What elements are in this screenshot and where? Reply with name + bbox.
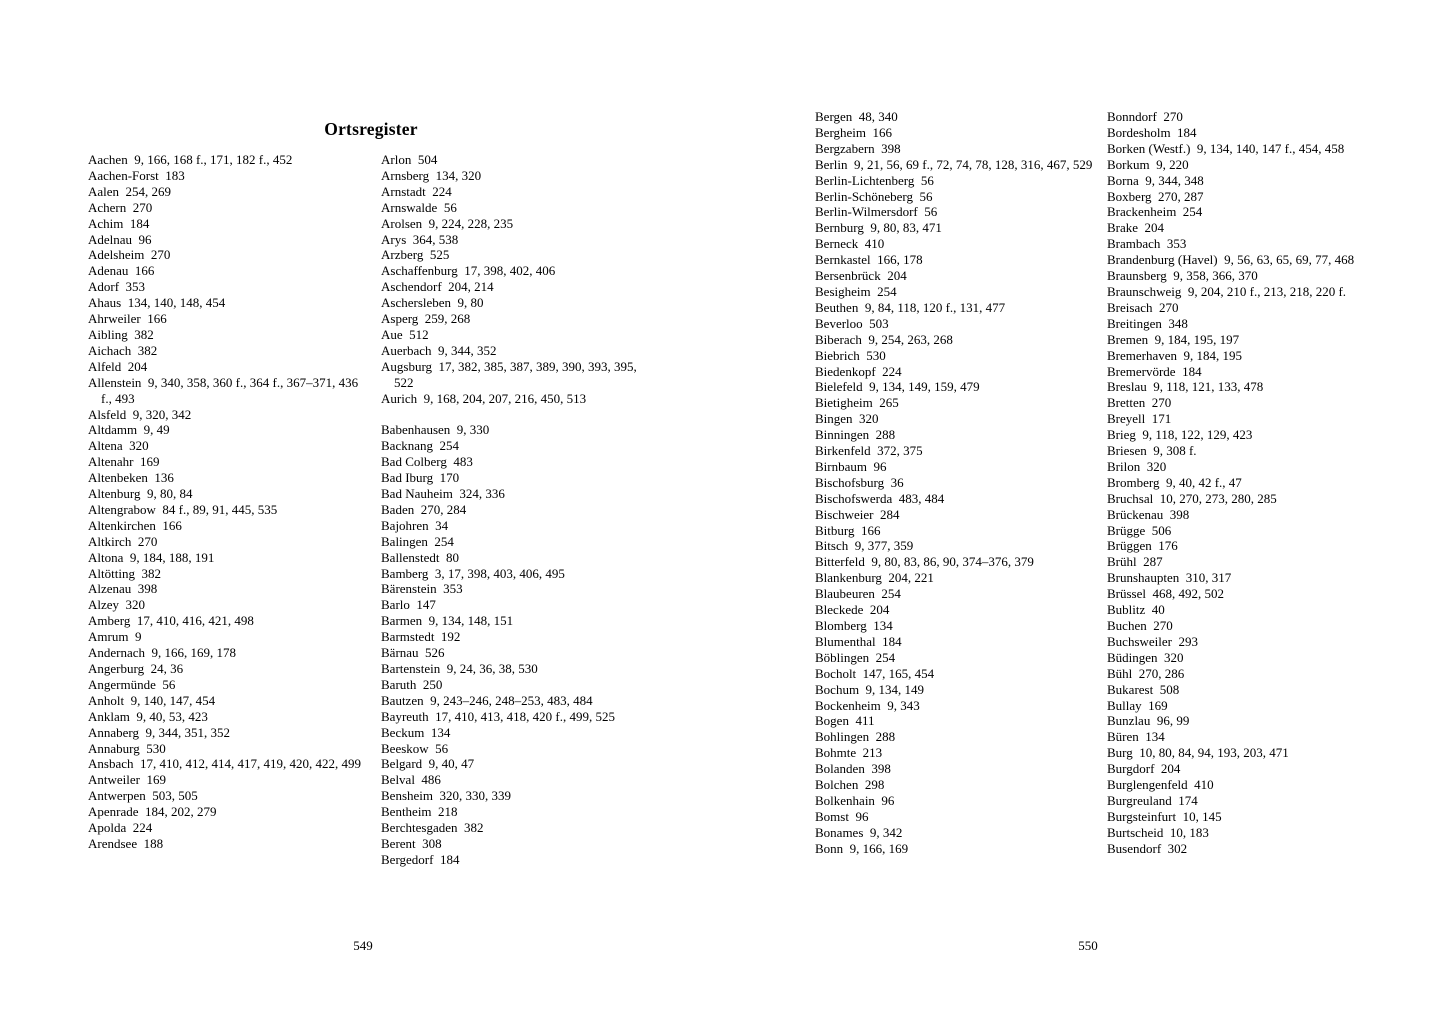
index-entry: Bartenstein 9, 24, 36, 38, 530 bbox=[381, 660, 538, 676]
index-entry: Bohlingen 288 bbox=[815, 729, 896, 745]
index-entry: Brackenheim 254 bbox=[1107, 204, 1203, 220]
index-entry: Bergen 48, 340 bbox=[815, 109, 898, 124]
index-entry: Aue 512 bbox=[381, 326, 429, 342]
index-entry: Aschendorf 204, 214 bbox=[381, 279, 494, 295]
index-entry: Brunshaupten 310, 317 bbox=[1107, 570, 1232, 586]
index-entry: Allenstein 9, 340, 358, 360 f., 364 f., 367–371, 436 f., 493 bbox=[88, 374, 362, 406]
section-gap bbox=[381, 407, 657, 423]
index-entry: Altdamm 9, 49 bbox=[88, 422, 170, 438]
index-entry: Aibling 382 bbox=[88, 326, 154, 342]
index-entry: Altengrabow 84 f., 89, 91, 445, 535 bbox=[88, 501, 278, 517]
index-entry: Arzberg 525 bbox=[381, 247, 450, 263]
index-entry: Bühl 270, 286 bbox=[1107, 665, 1185, 681]
index-entry: Bischofsburg 36 bbox=[815, 474, 904, 490]
index-entry: Bad Colberg 483 bbox=[381, 454, 473, 470]
index-entry: Bielefeld 9, 134, 149, 159, 479 bbox=[815, 379, 980, 395]
index-entry: Bohmte 213 bbox=[815, 745, 883, 761]
index-entry: Bremerhaven 9, 184, 195 bbox=[1107, 347, 1243, 363]
index-column-3 bbox=[815, 109, 1101, 857]
index-entry: Adorf 353 bbox=[88, 279, 146, 295]
index-entry: Brüssel 468, 492, 502 bbox=[1107, 586, 1224, 602]
index-entry: Brügge 506 bbox=[1107, 522, 1172, 538]
index-entry: Barmstedt 192 bbox=[381, 629, 461, 645]
index-entry: Aachen-Forst 183 bbox=[88, 167, 185, 183]
index-entry: Breyell 171 bbox=[1107, 411, 1172, 427]
index-entry: Bunzlau 96, 99 bbox=[1107, 713, 1190, 729]
page-number-right: 550 bbox=[1078, 938, 1098, 953]
index-entry: Babenhausen 9, 330 bbox=[381, 422, 490, 438]
index-column-2 bbox=[381, 152, 657, 868]
index-entry: Bocholt 147, 165, 454 bbox=[815, 665, 935, 681]
index-entry: Brühl 287 bbox=[1107, 554, 1163, 570]
index-entry: Beckum 134 bbox=[381, 724, 451, 740]
index-entry: Bärenstein 353 bbox=[381, 581, 463, 597]
index-entry: Brambach 353 bbox=[1107, 236, 1187, 252]
index-entry: Andernach 9, 166, 169, 178 bbox=[88, 645, 237, 661]
index-entry: Baden 270, 284 bbox=[381, 501, 467, 517]
index-entry: Bonames 9, 342 bbox=[815, 824, 903, 840]
index-entry: Asperg 259, 268 bbox=[381, 311, 471, 327]
index-entry: Arolsen 9, 224, 228, 235 bbox=[381, 215, 514, 231]
index-entry: Aschersleben 9, 80 bbox=[381, 295, 484, 311]
index-entry: Angerburg 24, 36 bbox=[88, 661, 184, 676]
index-entry: Alzenau 398 bbox=[88, 581, 158, 597]
index-entry: Blaubeuren 254 bbox=[815, 586, 901, 602]
index-entry: Bad Nauheim 324, 336 bbox=[381, 486, 505, 502]
index-entry: Birnbaum 96 bbox=[815, 458, 887, 474]
index-entry: Antweiler 169 bbox=[88, 772, 166, 788]
index-entry: Bergheim 166 bbox=[815, 124, 893, 140]
index-entry: Berlin-Wilmersdorf 56 bbox=[815, 204, 938, 220]
index-entry: Breitingen 348 bbox=[1107, 315, 1188, 331]
index-entry: Baruth 250 bbox=[381, 676, 443, 692]
index-entry: Arys 364, 538 bbox=[381, 231, 459, 247]
index-entry: Berent 308 bbox=[381, 835, 442, 851]
index-entry: Bolkenhain 96 bbox=[815, 792, 895, 808]
index-entry: Balingen 254 bbox=[381, 533, 454, 549]
index-entry: Bärnau 526 bbox=[381, 645, 445, 661]
index-entry: Buchen 270 bbox=[1107, 618, 1173, 633]
index-entry: Blumenthal 184 bbox=[815, 633, 902, 649]
index-entry: Burg 10, 80, 84, 94, 193, 203, 471 bbox=[1107, 745, 1289, 761]
index-entry: Altenkirchen 166 bbox=[88, 517, 182, 533]
index-entry: Altenbeken 136 bbox=[88, 470, 174, 486]
index-entry: Achim 184 bbox=[88, 215, 150, 231]
index-entry: Bruchsal 10, 270, 273, 280, 285 bbox=[1107, 490, 1277, 506]
index-entry: Biebrich 530 bbox=[815, 347, 886, 363]
index-entry: Breisach 270 bbox=[1107, 299, 1179, 315]
index-entry: Bonn 9, 166, 169 bbox=[815, 840, 909, 856]
index-entry: Borna 9, 344, 348 bbox=[1107, 172, 1204, 188]
index-entry: Arendsee 188 bbox=[88, 835, 164, 851]
index-entry: Beuthen 9, 84, 118, 120 f., 131, 477 bbox=[815, 299, 1006, 315]
index-entry: Bukarest 508 bbox=[1107, 681, 1180, 697]
index-entry: Bamberg 3, 17, 398, 403, 406, 495 bbox=[381, 565, 565, 581]
index-entry: Aschaffenburg 17, 398, 402, 406 bbox=[381, 263, 556, 279]
index-entry: Braunsberg 9, 358, 366, 370 bbox=[1107, 268, 1258, 284]
index-entry: Barlo 147 bbox=[381, 597, 436, 613]
index-entry: Biedenkopf 224 bbox=[815, 363, 902, 379]
index-entry: Bischweier 284 bbox=[815, 506, 900, 522]
index-entry: Borken (Westf.) 9, 134, 140, 147 f., 454, 458 bbox=[1107, 140, 1345, 156]
index-entry: Bischofswerda 483, 484 bbox=[815, 490, 945, 506]
index-entry: Buchsweiler 293 bbox=[1107, 633, 1198, 649]
index-entry: Bolanden 398 bbox=[815, 761, 891, 777]
index-entry: Bietigheim 265 bbox=[815, 395, 899, 411]
index-entry: Bad Iburg 170 bbox=[381, 470, 460, 486]
index-entry: Anklam 9, 40, 53, 423 bbox=[88, 708, 208, 724]
index-entry: Aalen 254, 269 bbox=[88, 183, 172, 199]
index-entry: Amrum 9 bbox=[88, 629, 142, 645]
index-entry: Ansbach 17, 410, 412, 414, 417, 419, 420, 422, 499 bbox=[88, 756, 361, 772]
index-entry: Augsburg 17, 382, 385, 387, 389, 390, 393, 395, 522 bbox=[381, 358, 641, 390]
index-entry: Alzey 320 bbox=[88, 597, 146, 613]
index-entry: Barmen 9, 134, 148, 151 bbox=[381, 613, 514, 629]
index-entry: Ballenstedt 80 bbox=[381, 549, 459, 565]
index-entry: Bingen 320 bbox=[815, 411, 879, 427]
index-entry: Arnswalde 56 bbox=[381, 199, 457, 215]
index-entry: Bergzabern 398 bbox=[815, 140, 901, 156]
index-entry: Ahaus 134, 140, 148, 454 bbox=[88, 295, 226, 311]
index-entry: Ahrweiler 166 bbox=[88, 311, 167, 327]
index-entry: Berneck 410 bbox=[815, 236, 885, 252]
index-entry: Bretten 270 bbox=[1107, 395, 1172, 411]
index-entry: Braunschweig 9, 204, 210 f., 213, 218, 220 f. bbox=[1107, 283, 1347, 299]
index-entry: Burgsteinfurt 10, 145 bbox=[1107, 808, 1222, 824]
index-entry: Antwerpen 503, 505 bbox=[88, 788, 198, 804]
index-entry: Beverloo 503 bbox=[815, 315, 889, 331]
index-entry: Borkum 9, 220 bbox=[1107, 156, 1189, 172]
index-column-1 bbox=[88, 152, 364, 852]
index-entry: Bremen 9, 184, 195, 197 bbox=[1107, 331, 1240, 347]
index-entry: Bochum 9, 134, 149 bbox=[815, 681, 925, 697]
index-entry: Bitsch 9, 377, 359 bbox=[815, 538, 914, 554]
index-entry: Bautzen 9, 243–246, 248–253, 483, 484 bbox=[381, 692, 593, 708]
index-entry: Bitterfeld 9, 80, 83, 86, 90, 374–376, 379 bbox=[815, 554, 1034, 570]
index-entry: Burglengenfeld 410 bbox=[1107, 777, 1214, 793]
index-entry: Amberg 17, 410, 416, 421, 498 bbox=[88, 613, 254, 629]
index-entry: Bonndorf 270 bbox=[1107, 109, 1183, 124]
index-entry: Altena 320 bbox=[88, 438, 149, 454]
index-entry: Bogen 411 bbox=[815, 713, 875, 729]
index-entry: Adelsheim 270 bbox=[88, 247, 171, 263]
index-entry: Bernkastel 166, 178 bbox=[815, 252, 923, 268]
index-entry: Blankenburg 204, 221 bbox=[815, 570, 934, 586]
index-entry: Bayreuth 17, 410, 413, 418, 420 f., 499, 525 bbox=[381, 708, 615, 724]
index-entry: Brieg 9, 118, 122, 129, 423 bbox=[1107, 427, 1253, 443]
index-entry: Berlin 9, 21, 56, 69 f., 72, 74, 78, 128, 316, 467, 529 bbox=[815, 156, 1093, 172]
index-entry: Burtscheid 10, 183 bbox=[1107, 824, 1209, 840]
index-entry: Büdingen 320 bbox=[1107, 649, 1184, 665]
index-entry: Adenau 166 bbox=[88, 263, 155, 279]
index-entry: Berchtesgaden 382 bbox=[381, 820, 484, 836]
index-entry: Altenburg 9, 80, 84 bbox=[88, 486, 193, 502]
index-entry: Brandenburg (Havel) 9, 56, 63, 65, 69, 77, 468 bbox=[1107, 252, 1355, 268]
index-entry: Altötting 382 bbox=[88, 565, 161, 581]
index-entry: Apenrade 184, 202, 279 bbox=[88, 804, 217, 820]
index-entry: Annaburg 530 bbox=[88, 740, 166, 756]
index-entry: Bitburg 166 bbox=[815, 522, 881, 538]
index-entry: Anholt 9, 140, 147, 454 bbox=[88, 692, 216, 708]
index-entry: Annaberg 9, 344, 351, 352 bbox=[88, 724, 231, 740]
page-number-left: 549 bbox=[353, 938, 373, 953]
index-entry: Beeskow 56 bbox=[381, 740, 449, 756]
index-entry: Bergedorf 184 bbox=[381, 851, 460, 867]
index-entry: Berlin-Lichtenberg 56 bbox=[815, 172, 934, 188]
index-entry: Aurich 9, 168, 204, 207, 216, 450, 513 bbox=[381, 390, 587, 406]
index-column-4 bbox=[1107, 109, 1371, 857]
index-entry: Blomberg 134 bbox=[815, 618, 893, 633]
index-entry: Arlon 504 bbox=[381, 152, 438, 167]
index-entry: Bomst 96 bbox=[815, 808, 869, 824]
index-entry: Bersenbrück 204 bbox=[815, 268, 907, 284]
index-entry: Binningen 288 bbox=[815, 427, 896, 443]
index-entry: Belgard 9, 40, 47 bbox=[381, 756, 475, 772]
index-entry: Boxberg 270, 287 bbox=[1107, 188, 1204, 204]
index-entry: Büren 134 bbox=[1107, 729, 1165, 745]
index-entry: Altkirch 270 bbox=[88, 533, 158, 549]
index-entry: Arnstadt 224 bbox=[381, 183, 452, 199]
index-entry: Bajohren 34 bbox=[381, 517, 449, 533]
index-entry: Burgdorf 204 bbox=[1107, 761, 1181, 777]
index-entry: Besigheim 254 bbox=[815, 283, 897, 299]
index-entry: Bleckede 204 bbox=[815, 602, 890, 618]
index-entry: Brilon 320 bbox=[1107, 458, 1167, 474]
index-entry: Aachen 9, 166, 168 f., 171, 182 f., 452 bbox=[88, 152, 293, 167]
index-entry: Achern 270 bbox=[88, 199, 153, 215]
index-entry: Apolda 224 bbox=[88, 820, 153, 836]
index-entry: Bolchen 298 bbox=[815, 777, 885, 793]
index-entry: Burgreuland 174 bbox=[1107, 792, 1198, 808]
index-entry: Bullay 169 bbox=[1107, 697, 1168, 713]
index-entry: Biberach 9, 254, 263, 268 bbox=[815, 331, 953, 347]
page-title: Ortsregister bbox=[324, 118, 418, 139]
index-entry: Bentheim 218 bbox=[381, 804, 458, 820]
index-entry: Böblingen 254 bbox=[815, 649, 896, 665]
index-entry: Bremervörde 184 bbox=[1107, 363, 1202, 379]
index-entry: Busendorf 302 bbox=[1107, 840, 1188, 856]
index-entry: Breslau 9, 118, 121, 133, 478 bbox=[1107, 379, 1264, 395]
index-entry: Bernburg 9, 80, 83, 471 bbox=[815, 220, 942, 236]
index-entry: Brüggen 176 bbox=[1107, 538, 1178, 554]
index-entry: Bensheim 320, 330, 339 bbox=[381, 788, 511, 804]
index-entry: Alfeld 204 bbox=[88, 358, 148, 374]
index-entry: Backnang 254 bbox=[381, 438, 459, 454]
index-entry: Adelnau 96 bbox=[88, 231, 152, 247]
index-entry: Belval 486 bbox=[381, 772, 441, 788]
index-entry: Bordesholm 184 bbox=[1107, 124, 1197, 140]
index-entry: Brake 204 bbox=[1107, 220, 1165, 236]
index-entry: Alsfeld 9, 320, 342 bbox=[88, 406, 192, 422]
index-entry: Bromberg 9, 40, 42 f., 47 bbox=[1107, 474, 1242, 490]
index-entry: Birkenfeld 372, 375 bbox=[815, 443, 923, 459]
index-entry: Altenahr 169 bbox=[88, 454, 160, 470]
index-entry: Brückenau 398 bbox=[1107, 506, 1190, 522]
index-entry: Briesen 9, 308 f. bbox=[1107, 443, 1197, 459]
index-entry: Bublitz 40 bbox=[1107, 602, 1165, 618]
index-entry: Altona 9, 184, 188, 191 bbox=[88, 549, 215, 565]
index-entry: Arnsberg 134, 320 bbox=[381, 167, 482, 183]
index-entry: Bockenheim 9, 343 bbox=[815, 697, 920, 713]
index-entry: Angermünde 56 bbox=[88, 676, 176, 692]
index-entry: Berlin-Schöneberg 56 bbox=[815, 188, 933, 204]
index-entry: Aichach 382 bbox=[88, 342, 158, 358]
index-entry: Auerbach 9, 344, 352 bbox=[381, 342, 497, 358]
